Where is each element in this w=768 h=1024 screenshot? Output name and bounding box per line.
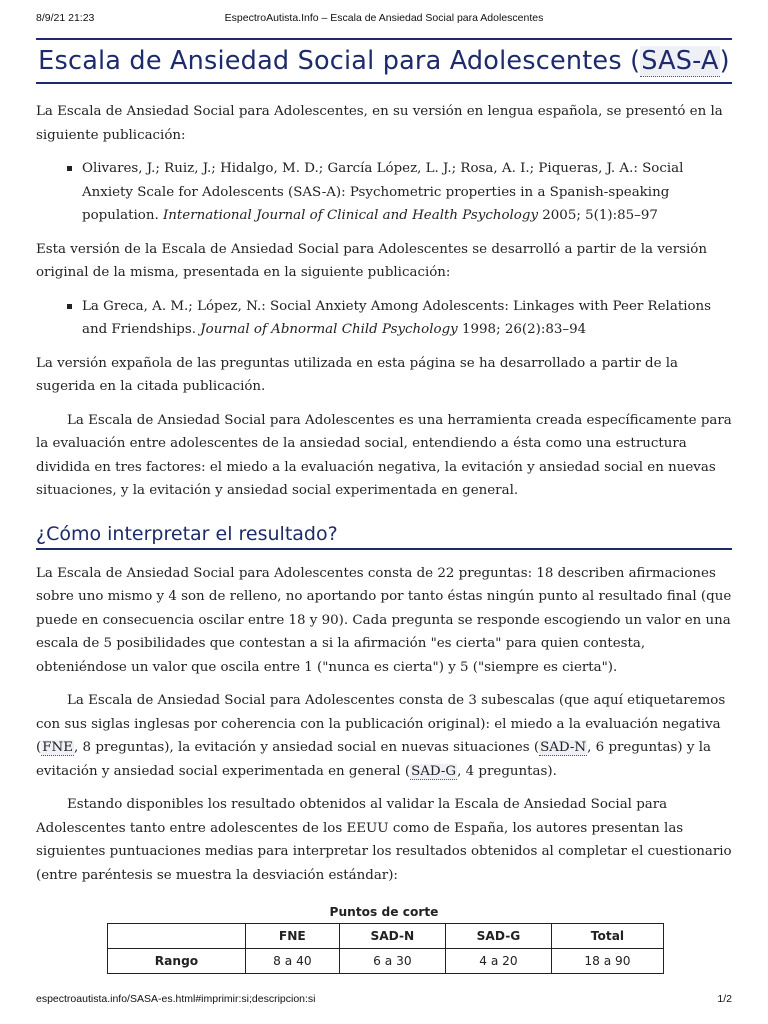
fne-abbreviation[interactable]: FNE	[42, 740, 74, 755]
table-cell: 18 a 90	[551, 949, 663, 974]
journal-title: Journal of Abnormal Child Psychology	[200, 322, 458, 337]
page-number: 1/2	[717, 993, 732, 1005]
table-header-sad-g: SAD-G	[446, 924, 552, 949]
table-row	[108, 949, 664, 974]
interpretation-paragraph-2: La Escala de Ansiedad Social para Adolescentes consta de 3 subescalas (que aquí etiquetaremos con sus siglas inglesas por coherencia con la publicación original): el miedo a la evaluación negativa (FNE, 8 preguntas), la evitación y ansiedad social en nuevas situaciones (SAD-N, 6 preguntas) y la evitación y ansiedad social experimentada en general (SAD-G, 4 preguntas).	[36, 693, 726, 779]
reference-list-1	[36, 157, 732, 228]
table-caption: Puntos de corte	[329, 905, 439, 919]
interpretation-paragraph-3: Estando disponibles los resultado obtenidos al validar la Escala de Ansiedad Social para Adolescentes tanto entre adolescentes de los EEUU como de España, los autores presentan las siguientes puntuaciones medias para interpretar los resultados obtenidos al completar el cuestionario (entre paréntesis se muestra la desviación estándar):	[36, 797, 732, 883]
print-url: espectroautista.info/SASA-es.html#imprimir:si;descripcion:si	[36, 993, 316, 1005]
print-page-title: EspectroAutista.Info – Escala de Ansiedad Social para Adolescentes	[224, 12, 544, 24]
table-row-label: Rango	[108, 949, 246, 974]
cutoff-table	[107, 923, 664, 974]
reference-list-2	[36, 295, 732, 342]
section-heading-interpretation: ¿Cómo interpretar el resultado?	[36, 523, 732, 550]
journal-title: International Journal of Clinical and Health Psychology	[162, 208, 539, 223]
table-cell: 6 a 30	[339, 949, 445, 974]
sad-n-abbreviation[interactable]: SAD-N	[540, 740, 587, 755]
intro-paragraph-4: La Escala de Ansiedad Social para Adolescentes es una herramienta creada específicamente para la evaluación entre adolescentes de la ansiedad social, entendiendo a ésta como una estructura dividida en tres factores: el miedo a la evaluación negativa, la evitación y ansiedad social en nuevas situaciones, y la evitación y ansiedad social experimentada en general.	[36, 412, 732, 498]
print-footer	[36, 993, 732, 1009]
intro-paragraph-3: La versión expañola de las preguntas utilizada en esta página se ha desarrollado a partir de la sugerida en la citada publicación.	[36, 355, 679, 394]
print-timestamp: 8/9/21 21:23	[36, 12, 95, 24]
reference-olivares: Olivares, J.; Ruiz, J.; Hidalgo, M. D.; García López, L. J.; Rosa, A. I.; Piqueras, J. A.: Social Anxiety Scale for Adolescents (SAS-A): Psychometric properties in a Spanish-speaking population. International Journal of Clinical and Health Psychology 2005; 5(1):85–97	[82, 157, 732, 228]
table-cell: 4 a 20	[446, 949, 552, 974]
table-header-sad-n: SAD-N	[339, 924, 445, 949]
table-header-fne: FNE	[246, 924, 340, 949]
print-header	[36, 12, 732, 28]
interpretation-paragraph-1: La Escala de Ansiedad Social para Adolescentes consta de 22 preguntas: 18 describen afirmaciones sobre uno mismo y 4 son de relleno, no aportando por tanto éstas ningún punto al resultado final (que puede en consecuencia oscilar entre 18 y 90). Cada pregunta se responde escogiendo un valor en una escala de 5 posibilidades que contestan a si la afirmación "es cierta" para quien contesta, obteniéndose un valor que oscila entre 1 ("nunca es cierta") y 5 ("siempre es cierta").	[36, 565, 732, 675]
sas-a-abbreviation[interactable]: SAS-A	[641, 46, 719, 76]
table-cell: 8 a 40	[246, 949, 340, 974]
intro-paragraph-2: Esta versión de la Escala de Ansiedad Social para Adolescentes se desarrolló a partir de la versión original de la misma, presentada en la siguiente publicación:	[36, 241, 707, 280]
sad-g-abbreviation[interactable]: SAD-G	[411, 763, 457, 779]
article	[36, 38, 732, 974]
page-title: Escala de Ansiedad Social para Adolescentes (SAS-A)	[36, 38, 732, 84]
intro-paragraph-1: La Escala de Ansiedad Social para Adolescentes, en su versión en lengua española, se presentó en la siguiente publicación:	[36, 104, 723, 143]
table-header-total: Total	[551, 924, 663, 949]
cutoff-table-block	[36, 905, 732, 974]
table-header-empty	[108, 924, 246, 949]
reference-la-greca: La Greca, A. M.; López, N.: Social Anxiety Among Adolescents: Linkages with Peer Relations and Friendships. Journal of Abnormal Child Psychology 1998; 26(2):83–94	[82, 295, 732, 342]
table-header-row	[108, 924, 664, 949]
